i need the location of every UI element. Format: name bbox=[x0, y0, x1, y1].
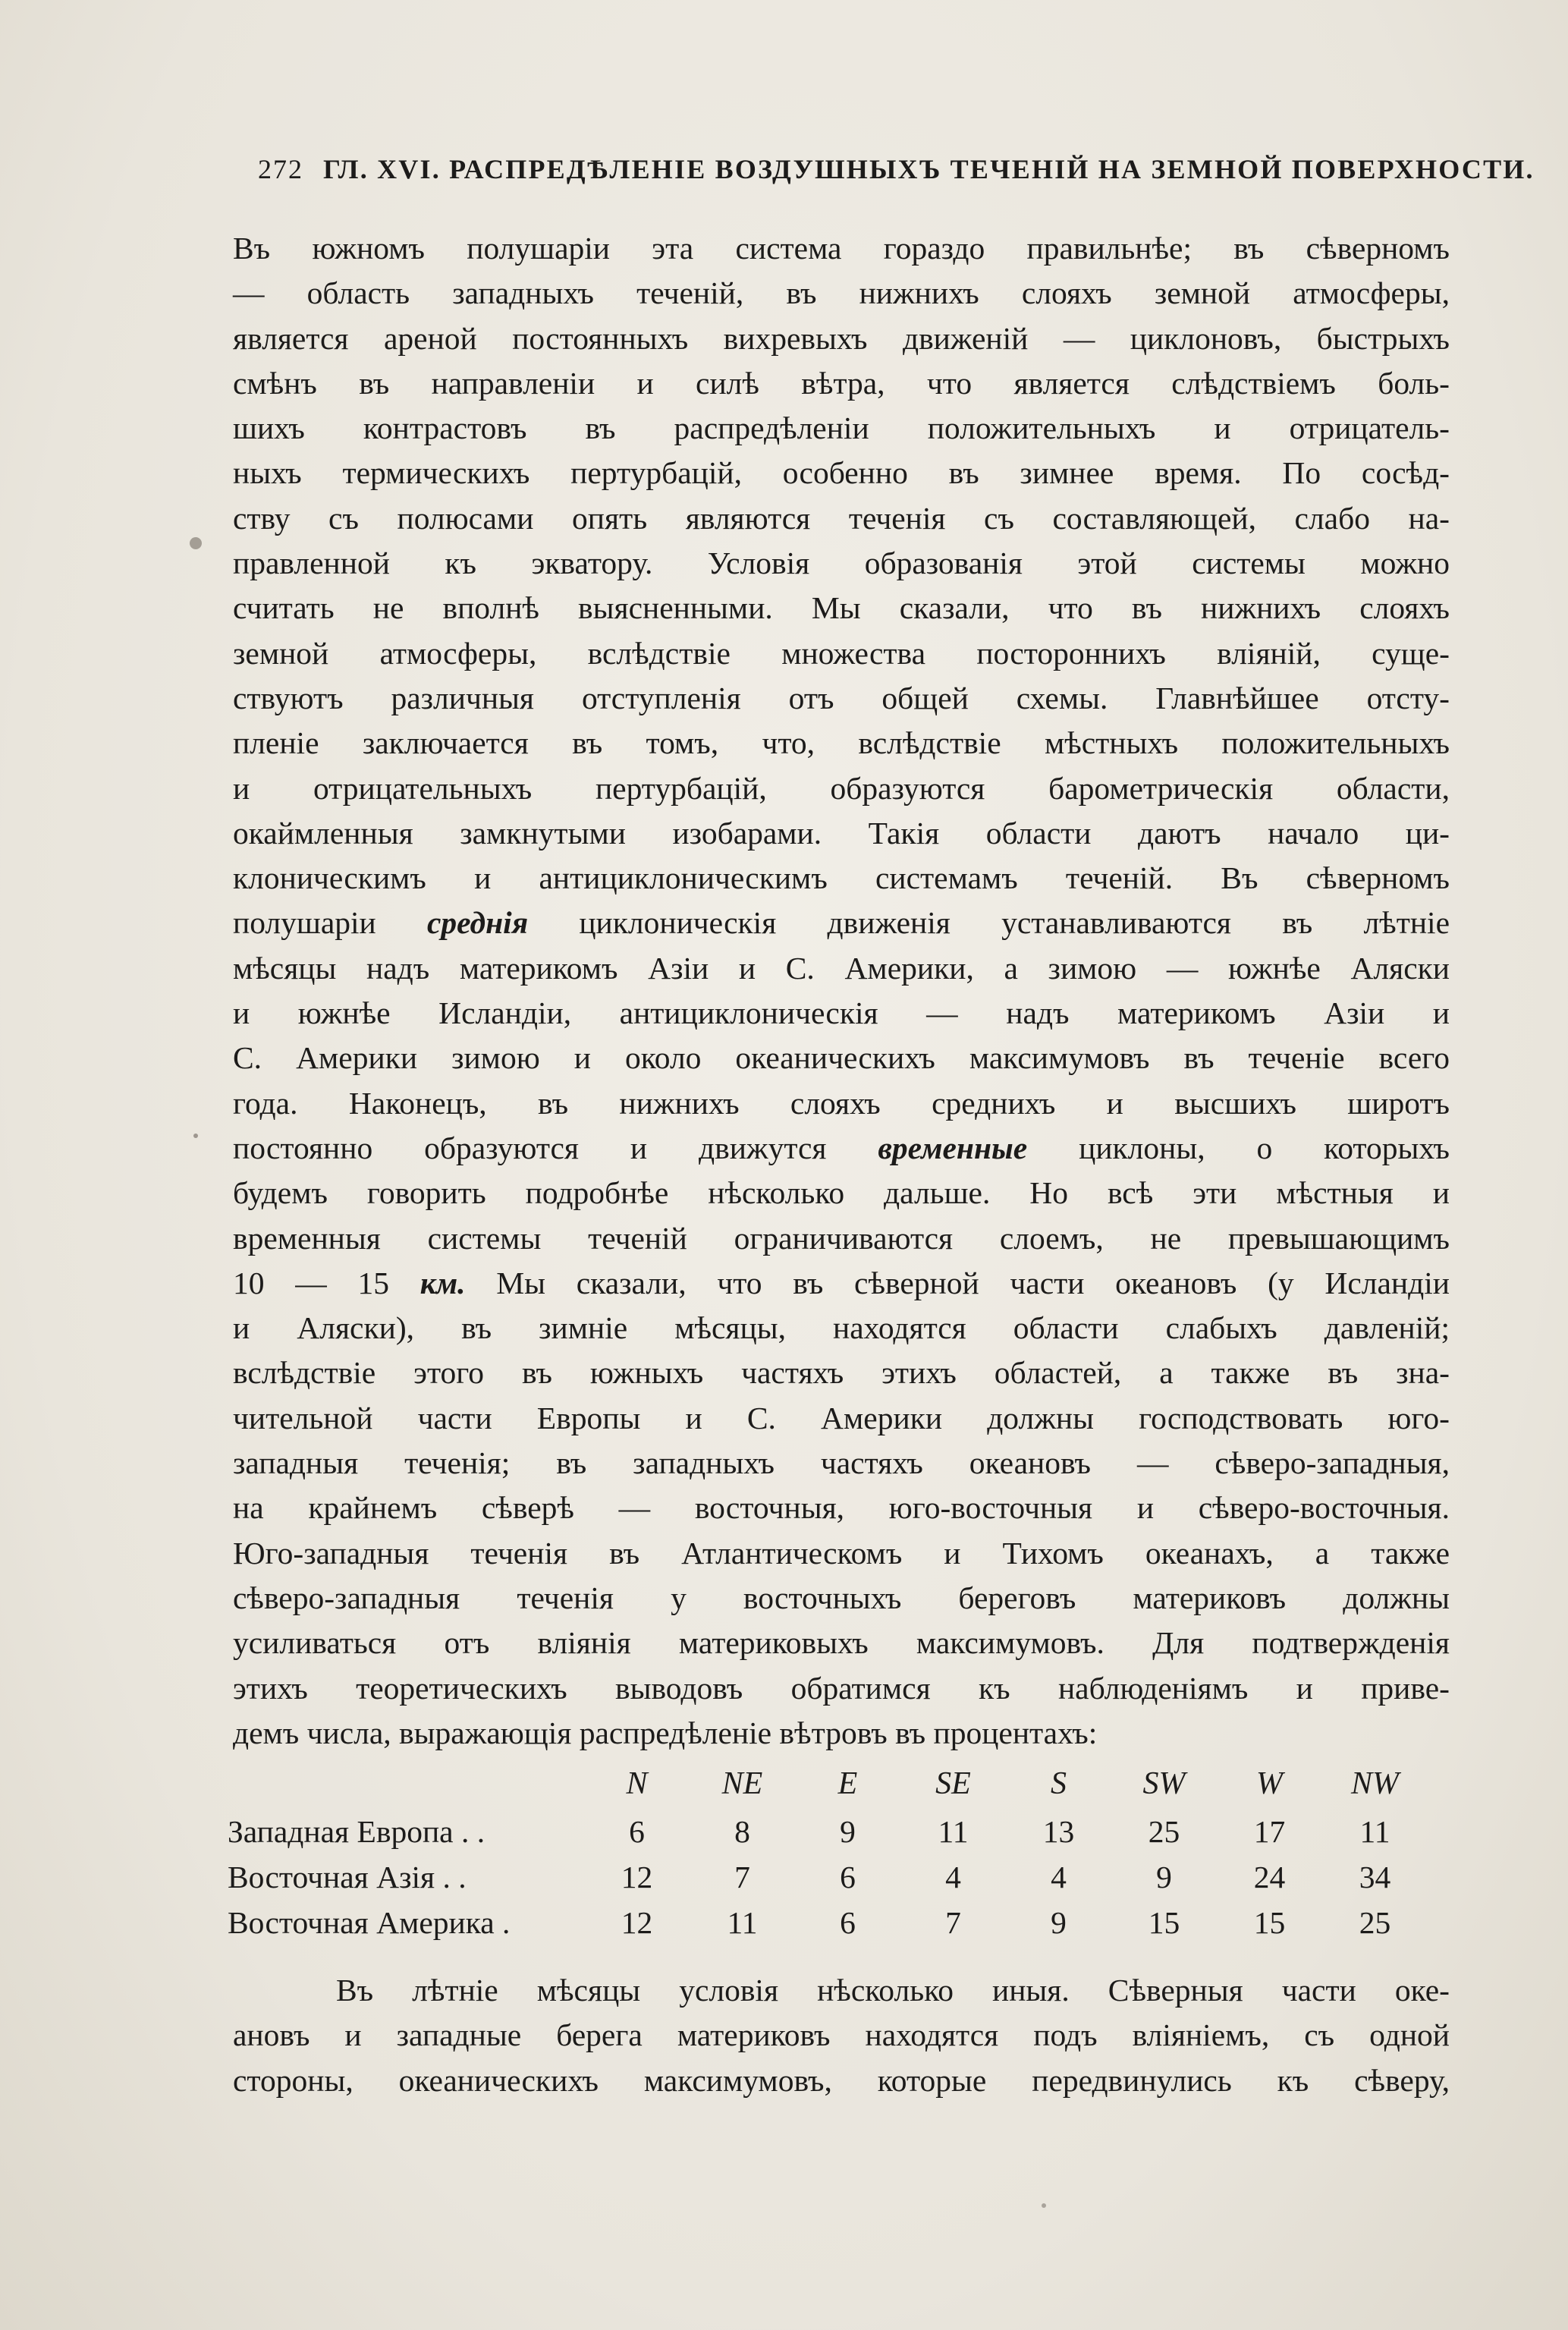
running-header bbox=[258, 153, 1535, 185]
text-line bbox=[233, 1666, 1450, 1711]
text-line bbox=[233, 1036, 1450, 1080]
text-line: Въ лѣтніе мѣсяцы условія нѣсколько иныя. Сѣверныя части оке- bbox=[336, 1973, 1450, 2008]
table-header-row bbox=[228, 1759, 1428, 1809]
text-line bbox=[233, 631, 1450, 676]
text-line bbox=[233, 721, 1450, 766]
text-segment: временныя системы теченій ограничиваются слоемъ, не превышающимъ bbox=[233, 1220, 1450, 1256]
text-line bbox=[233, 856, 1450, 901]
table-corner bbox=[228, 1759, 584, 1809]
paper-speck bbox=[1042, 2203, 1046, 2208]
paragraph-main bbox=[233, 226, 1450, 1756]
column-header-se: SE bbox=[935, 1766, 971, 1801]
emphasis-text: км. bbox=[419, 1265, 466, 1300]
text-line bbox=[233, 361, 1450, 406]
table-cell: 11 bbox=[938, 1814, 969, 1849]
text-line bbox=[233, 901, 1450, 945]
text-segment: Въ южномъ полушаріи эта система гораздо правильнѣе; въ сѣверномъ bbox=[233, 231, 1450, 266]
text-segment: ству съ полюсами опять являются теченія съ составляющей, слабо на- bbox=[233, 500, 1450, 536]
table-cell: 4 bbox=[1051, 1860, 1067, 1895]
table-cell: 17 bbox=[1253, 1814, 1286, 1849]
table-cell: 24 bbox=[1253, 1860, 1286, 1895]
text-line bbox=[233, 1711, 1450, 1756]
text-line bbox=[233, 1621, 1450, 1665]
text-line bbox=[233, 1441, 1450, 1486]
text-segment: полушаріи bbox=[233, 905, 427, 941]
column-header-s: S bbox=[1051, 1766, 1067, 1801]
text-segment: циклоническія движенія устанавливаются въ лѣтніе bbox=[528, 905, 1450, 941]
row-label: Западная Европа . . bbox=[228, 1814, 485, 1849]
text-segment: правленной къ экватору. Условія образованія этой системы можно bbox=[233, 546, 1450, 581]
table-cell: 6 bbox=[840, 1905, 856, 1940]
text-line bbox=[233, 316, 1450, 361]
table-cell: 9 bbox=[1156, 1860, 1172, 1895]
text-segment: этихъ теоретическихъ выводовъ обратимся къ наблюденіямъ и приве- bbox=[233, 1670, 1450, 1706]
text-segment: ствуютъ различныя отступленія отъ общей схемы. Главнѣйшее отсту- bbox=[233, 680, 1450, 715]
text-line: стороны, океаническихъ максимумовъ, которые передвинулись къ сѣверу, bbox=[233, 2062, 1450, 2098]
text-segment: смѣнъ въ направленіи и силѣ вѣтра, что является слѣдствіемъ боль- bbox=[233, 365, 1450, 401]
emphasis-text: среднія bbox=[426, 905, 529, 941]
text-line bbox=[233, 1576, 1450, 1621]
text-line bbox=[233, 271, 1450, 316]
text-segment: и южнѣе Исландіи, антициклоническія — надъ материкомъ Азіи и bbox=[233, 995, 1450, 1031]
chapter-title: ГЛ. XVI. РАСПРЕДѢЛЕНІЕ ВОЗДУШНЫХЪ ТЕЧЕНІЙ НА ЗЕМНОЙ ПОВЕРХНОСТИ. bbox=[323, 154, 1535, 184]
text-segment: шихъ контрастовъ въ распредѣленіи положительныхъ и отрицатель- bbox=[233, 410, 1450, 446]
text-segment: демъ числа, выражающія распредѣленіе вѣтровъ въ процентахъ: bbox=[233, 1715, 1098, 1750]
table-cell: 9 bbox=[1051, 1905, 1067, 1940]
table-cell: 13 bbox=[1042, 1814, 1075, 1849]
text-line bbox=[233, 496, 1450, 541]
text-segment: усиливаться отъ вліянія материковыхъ максимумовъ. Для подтвержденія bbox=[233, 1625, 1450, 1661]
text-segment: будемъ говорить подробнѣе нѣсколько дальше. Но всѣ эти мѣстныя и bbox=[233, 1175, 1450, 1211]
text-line bbox=[233, 1171, 1450, 1215]
column-header-w: W bbox=[1256, 1766, 1283, 1801]
table-row bbox=[228, 1854, 1428, 1900]
row-label: Восточная Америка . bbox=[228, 1905, 511, 1940]
text-segment: постоянно образуются и движутся bbox=[233, 1130, 878, 1165]
text-line bbox=[233, 676, 1450, 721]
text-segment: Юго-западныя теченія въ Атлантическомъ и Тихомъ океанахъ, а также bbox=[233, 1535, 1450, 1571]
text-line bbox=[233, 541, 1450, 586]
text-line bbox=[233, 811, 1450, 856]
text-line bbox=[233, 1216, 1450, 1261]
text-line bbox=[233, 406, 1450, 451]
table-cell: 9 bbox=[840, 1814, 856, 1849]
text-line bbox=[233, 1126, 1450, 1171]
text-line bbox=[233, 1081, 1450, 1126]
text-segment: земной атмосферы, вслѣдствіе множества постороннихъ вліяній, суще- bbox=[233, 635, 1450, 671]
text-segment: и отрицательныхъ пертурбацій, образуются барометрическія области, bbox=[233, 770, 1450, 806]
text-segment: чительной части Европы и С. Америки должны господствовать юго- bbox=[233, 1400, 1450, 1435]
text-segment: года. Наконецъ, въ нижнихъ слояхъ среднихъ и высшихъ широтъ bbox=[233, 1085, 1450, 1121]
text-line bbox=[233, 1531, 1450, 1576]
table-cell: 15 bbox=[1148, 1905, 1180, 1940]
paragraph-summer bbox=[233, 1968, 1450, 2103]
text-segment: клоническимъ и антициклоническимъ системамъ теченій. Въ сѣверномъ bbox=[233, 860, 1450, 896]
text-line bbox=[233, 586, 1450, 630]
table-cell: 11 bbox=[727, 1905, 758, 1940]
column-header-nw: NW bbox=[1351, 1766, 1399, 1801]
table-row bbox=[228, 1900, 1428, 1945]
column-header-sw: SW bbox=[1142, 1766, 1186, 1801]
text-line bbox=[233, 766, 1450, 811]
table-cell: 25 bbox=[1359, 1905, 1391, 1940]
column-header-ne: NE bbox=[721, 1766, 763, 1801]
text-segment: западныя теченія; въ западныхъ частяхъ океановъ — сѣверо-западныя, bbox=[233, 1445, 1450, 1481]
text-segment: 10 — 15 bbox=[233, 1265, 420, 1300]
table-cell: 7 bbox=[734, 1860, 750, 1895]
row-label: Восточная Азія . . bbox=[228, 1860, 467, 1895]
text-line bbox=[233, 226, 1450, 271]
column-header-e: E bbox=[837, 1766, 858, 1801]
text-segment: на крайнемъ сѣверѣ — восточныя, юго-восточныя и сѣверо-восточныя. bbox=[233, 1490, 1450, 1526]
table-cell: 6 bbox=[840, 1860, 856, 1895]
text-segment: окаймленныя замкнутыми изобарами. Такія области даютъ начало ци- bbox=[233, 815, 1450, 851]
text-segment: считать не вполнѣ выясненными. Мы сказали, что въ нижнихъ слояхъ bbox=[233, 590, 1450, 626]
table-cell: 4 bbox=[945, 1860, 961, 1895]
column-header-n: N bbox=[626, 1766, 648, 1801]
paper-speck bbox=[193, 1134, 198, 1138]
text-line bbox=[233, 1261, 1450, 1306]
table-cell: 11 bbox=[1359, 1814, 1390, 1849]
text-line bbox=[233, 1351, 1450, 1395]
text-line bbox=[233, 946, 1450, 991]
table-cell: 7 bbox=[945, 1905, 961, 1940]
text-segment: циклоны, о которыхъ bbox=[1027, 1130, 1450, 1165]
text-segment: Мы сказали, что въ сѣверной части океановъ (у Исландіи bbox=[465, 1265, 1450, 1300]
text-segment: С. Америки зимою и около океаническихъ максимумовъ въ теченіе всего bbox=[233, 1040, 1450, 1076]
table-cell: 8 bbox=[734, 1814, 750, 1849]
text-line bbox=[233, 451, 1450, 495]
page-number: 272 bbox=[258, 154, 303, 184]
text-segment: ныхъ термическихъ пертурбацій, особенно въ зимнее время. По сосѣд- bbox=[233, 455, 1450, 491]
table-cell: 15 bbox=[1253, 1905, 1286, 1940]
table-cell: 12 bbox=[621, 1860, 653, 1895]
emphasis-text: временные bbox=[878, 1130, 1028, 1165]
table-cell: 6 bbox=[629, 1814, 645, 1849]
text-line bbox=[233, 1486, 1450, 1530]
wind-distribution-table bbox=[228, 1759, 1428, 1945]
table-cell: 12 bbox=[621, 1905, 653, 1940]
text-segment: вслѣдствіе этого въ южныхъ частяхъ этихъ областей, а также въ зна- bbox=[233, 1355, 1450, 1391]
text-segment: — область западныхъ теченій, въ нижнихъ слояхъ земной атмосферы, bbox=[233, 275, 1450, 311]
text-segment: сѣверо-западныя теченія у восточныхъ береговъ материковъ должны bbox=[233, 1580, 1450, 1615]
text-line bbox=[233, 991, 1450, 1036]
text-segment: мѣсяцы надъ материкомъ Азіи и С. Америки, а зимою — южнѣе Аляски bbox=[233, 950, 1450, 986]
text-segment: пленіе заключается въ томъ, что, вслѣдствіе мѣстныхъ положительныхъ bbox=[233, 725, 1450, 761]
text-segment: является ареной постоянныхъ вихревыхъ движеній — циклоновъ, быстрыхъ bbox=[233, 320, 1450, 356]
paper-speck bbox=[190, 537, 202, 549]
text-line bbox=[233, 1396, 1450, 1441]
table-row bbox=[228, 1809, 1428, 1854]
text-segment: и Аляски), въ зимніе мѣсяцы, находятся области слабыхъ давленій; bbox=[233, 1310, 1450, 1346]
text-line bbox=[233, 1306, 1450, 1351]
table-cell: 25 bbox=[1148, 1814, 1180, 1849]
table-cell: 34 bbox=[1359, 1860, 1391, 1895]
text-line: ановъ и западные берега материковъ находятся подъ вліяніемъ, съ одной bbox=[233, 2017, 1450, 2053]
